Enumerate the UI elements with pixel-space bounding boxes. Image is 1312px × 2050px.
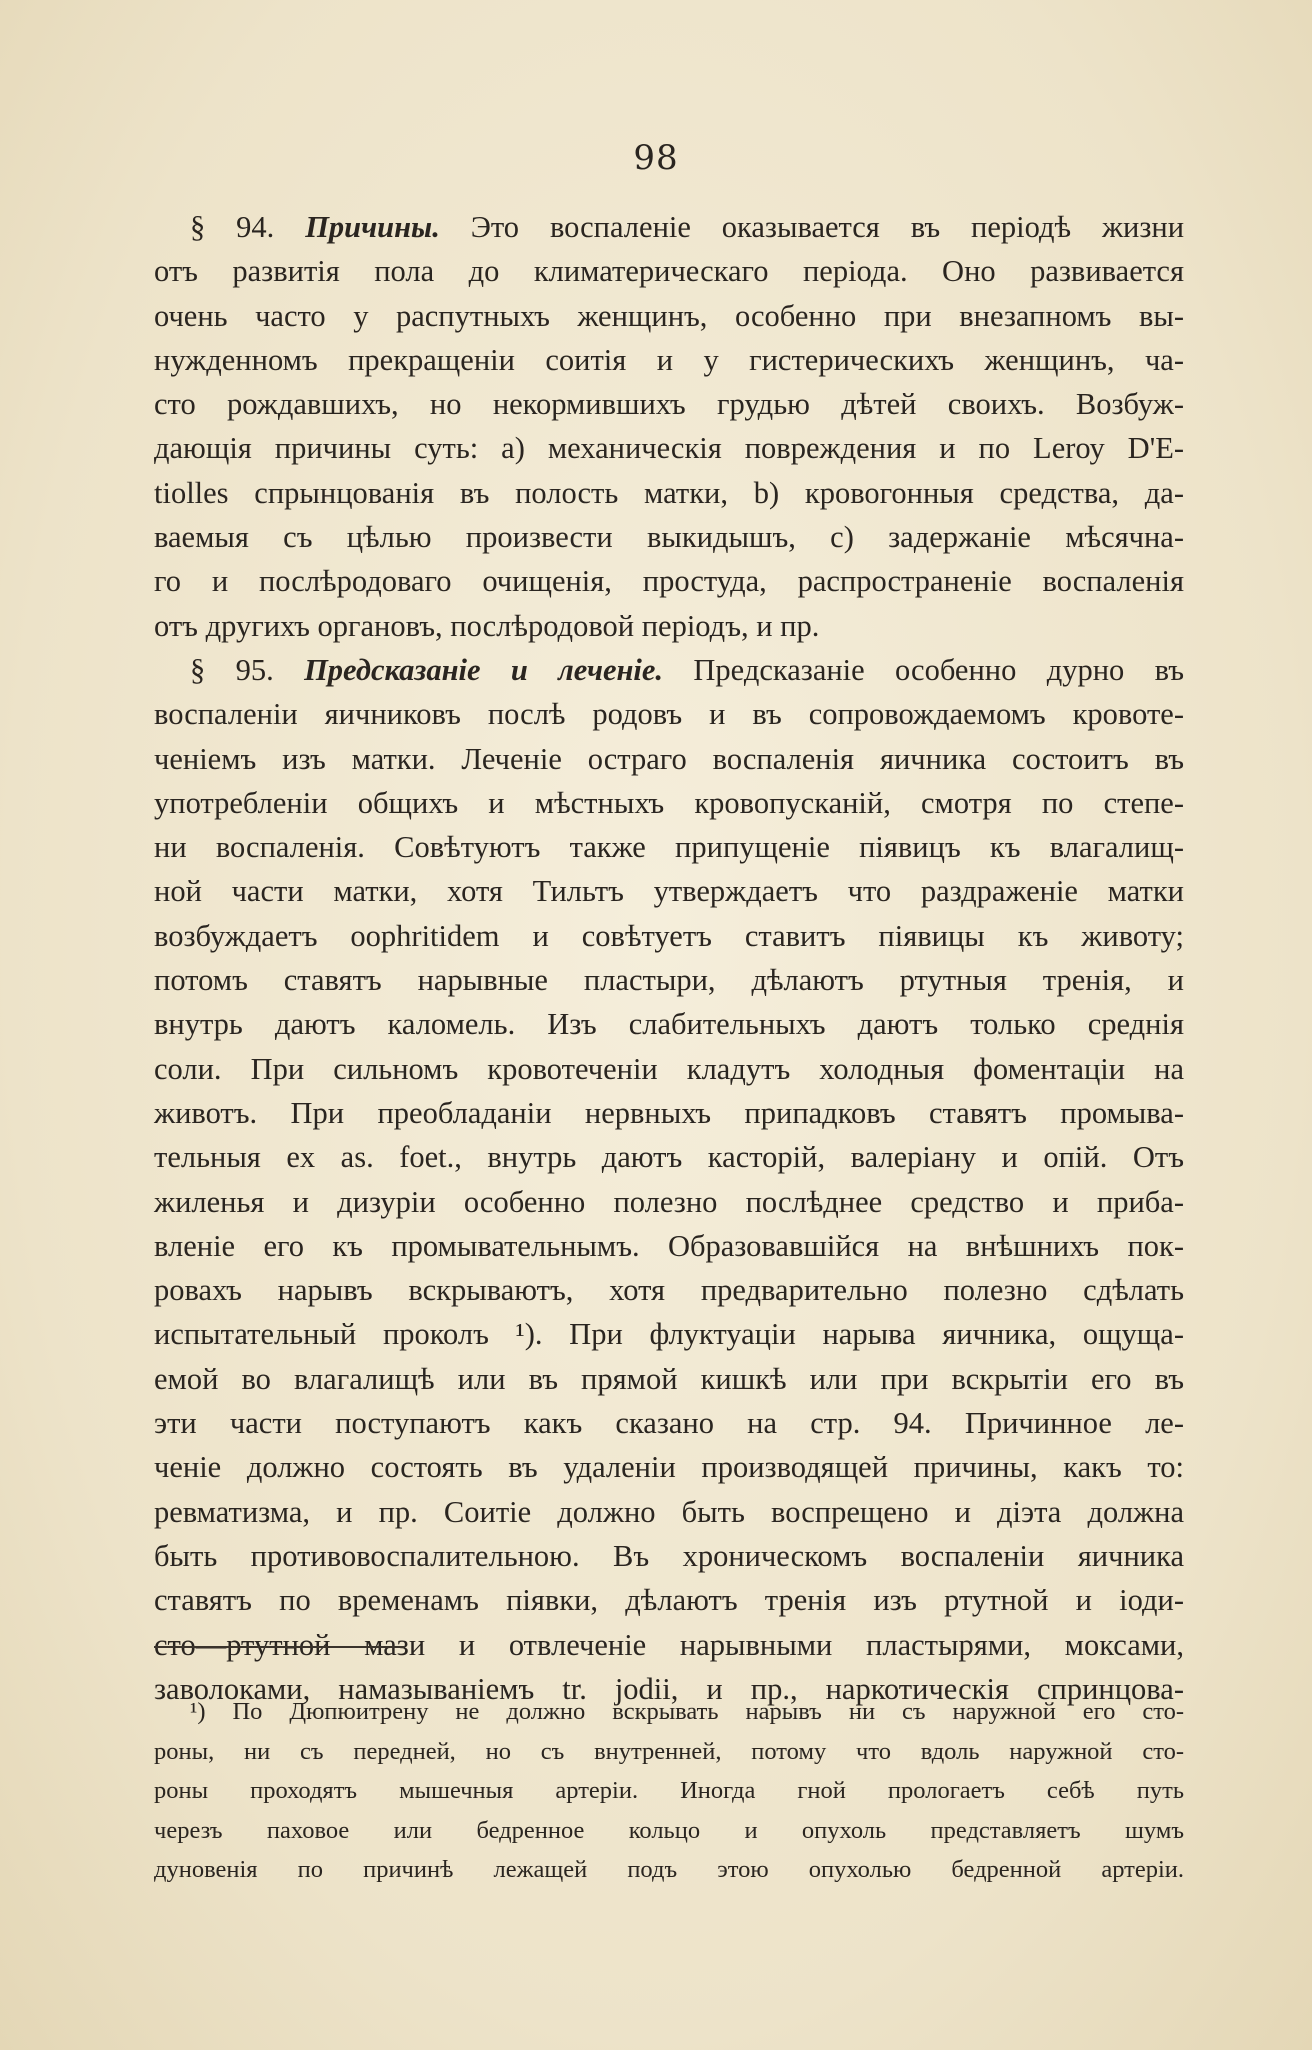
text-line: го и послѣродоваго очищенія, простуда, распространеніе воспаленія bbox=[154, 564, 1184, 599]
text-line: ченіе должно состоять въ удаленіи производящей причины, какъ то: bbox=[154, 1450, 1184, 1485]
text-line: животъ. При преобладаніи нервныхъ припадковъ ставятъ промыва- bbox=[154, 1095, 1184, 1130]
section-95-title: Предсказаніе и леченіе. bbox=[304, 652, 664, 687]
text-line: внутрь даютъ каломель. Изъ слабительныхъ даютъ только среднія bbox=[154, 1007, 1184, 1042]
text-line: ченіемъ изъ матки. Леченіе остраго воспаленія яичника состоитъ въ bbox=[154, 741, 1184, 776]
text-line: эти части поступаютъ какъ сказано на стр. 94. Причинное ле- bbox=[154, 1406, 1184, 1441]
section-94-first-line: Это воспаленіе оказывается въ періодѣ жизни bbox=[470, 210, 1185, 244]
text-line: ной части матки, хотя Тильтъ утверждаетъ что раздраженіе матки bbox=[154, 874, 1184, 909]
text-line: жиленья и дизуріи особенно полезно послѣднее средство и приба- bbox=[154, 1184, 1184, 1219]
text-line: возбуждаетъ oophritidem и совѣтуетъ ставитъ піявицы къ животу; bbox=[154, 918, 1184, 953]
section-95-heading-line bbox=[154, 648, 1184, 692]
text-line: отъ другихъ органовъ, послѣродовой періодъ, и пр. bbox=[154, 608, 820, 643]
section-94-title: Причины. bbox=[305, 210, 440, 244]
body-text bbox=[154, 205, 1184, 1711]
text-line: нужденномъ прекращеніи соитія и у гистерическихъ женщинъ, ча- bbox=[154, 342, 1184, 377]
text-line: заволоками, намазываніемъ tr. jodii, и пр., наркотическія спринцова- bbox=[154, 1671, 1184, 1706]
page-number: 98 bbox=[633, 138, 679, 178]
text-line: сто—ртутной мази и отвлеченіе нарывными пластырями, моксами, bbox=[154, 1627, 1184, 1662]
section-95-number: § 95. bbox=[190, 652, 274, 687]
section-94-heading-line bbox=[154, 205, 1184, 249]
text-line: ни воспаленія. Совѣтуютъ также припущеніе піявицъ къ влагалищ- bbox=[154, 830, 1184, 865]
footnote-line: роны проходятъ мышечныя артеріи. Иногда гной прологаетъ себѣ путь bbox=[154, 1777, 1184, 1804]
text-line: вленіе его къ промывательнымъ. Образовавшійся на внѣшнихъ пок- bbox=[154, 1228, 1184, 1263]
text-line: тельныя ex as. foet., внутрь даютъ касторій, валеріану и опій. Отъ bbox=[154, 1140, 1184, 1175]
footnote-line: дуновенія по причинѣ лежащей подъ этою опухолью бедренной артеріи. bbox=[154, 1856, 1184, 1883]
footnote-line: ¹) По Дюпюитрену не должно вскрывать нарывъ ни съ наружной его сто- bbox=[190, 1698, 1184, 1725]
text-line: воспаленіи яичниковъ послѣ родовъ и въ сопровождаемомъ кровоте- bbox=[154, 697, 1184, 732]
text-line: отъ развитія пола до климатерическаго періода. Оно развивается bbox=[154, 254, 1184, 289]
text-line: ваемыя съ цѣлью произвести выкидышъ, с) задержаніе мѣсячна- bbox=[154, 520, 1184, 555]
section-94-number: § 94. bbox=[190, 210, 275, 244]
text-line: емой во влагалищѣ или въ прямой кишкѣ или при вскрытіи его въ bbox=[154, 1361, 1184, 1396]
footnote bbox=[154, 1692, 1184, 1890]
text-line: очень часто у распутныхъ женщинъ, особенно при внезапномъ вы- bbox=[154, 298, 1184, 333]
section-95-first-line: Предсказаніе особенно дурно въ bbox=[693, 652, 1185, 687]
text-line: сто рождавшихъ, но некормившихъ грудью дѣтей своихъ. Возбуж- bbox=[154, 387, 1184, 422]
text-line: испытательный проколъ ¹). При флуктуаціи нарыва яичника, ощуща- bbox=[154, 1317, 1184, 1352]
text-line: дающія причины суть: а) механическія повреждения и по Lеrоу D'E- bbox=[154, 431, 1184, 466]
footnote-line: черезъ паховое или бедренное кольцо и опухоль представляетъ шумъ bbox=[154, 1816, 1184, 1844]
text-line: соли. При сильномъ кровотеченіи кладутъ холодныя фоментаціи на bbox=[154, 1051, 1184, 1086]
text-line: ревматизма, и пр. Соитіе должно быть воспрещено и діэта должна bbox=[154, 1494, 1184, 1529]
text-line: быть противовоспалительною. Въ хроническомъ воспаленіи яичника bbox=[154, 1538, 1184, 1573]
text-line: tiolles спрынцованія въ полость матки, b) кровогонныя средства, да- bbox=[154, 475, 1184, 510]
footnote-line: роны, ни съ передней, но съ внутренней, потому что вдоль наружной сто- bbox=[154, 1737, 1184, 1765]
text-line: ровахъ нарывъ вскрываютъ, хотя предварительно полезно сдѣлать bbox=[154, 1273, 1184, 1308]
text-line: потомъ ставятъ нарывные пластыри, дѣлаютъ ртутныя тренія, и bbox=[154, 963, 1184, 998]
footnote-separator bbox=[154, 1646, 404, 1648]
text-line: употребленіи общихъ и мѣстныхъ кровопусканій, смотря по степе- bbox=[154, 785, 1184, 820]
text-line: ставятъ по временамъ піявки, дѣлаютъ тренія изъ ртутной и іоди- bbox=[154, 1583, 1184, 1618]
